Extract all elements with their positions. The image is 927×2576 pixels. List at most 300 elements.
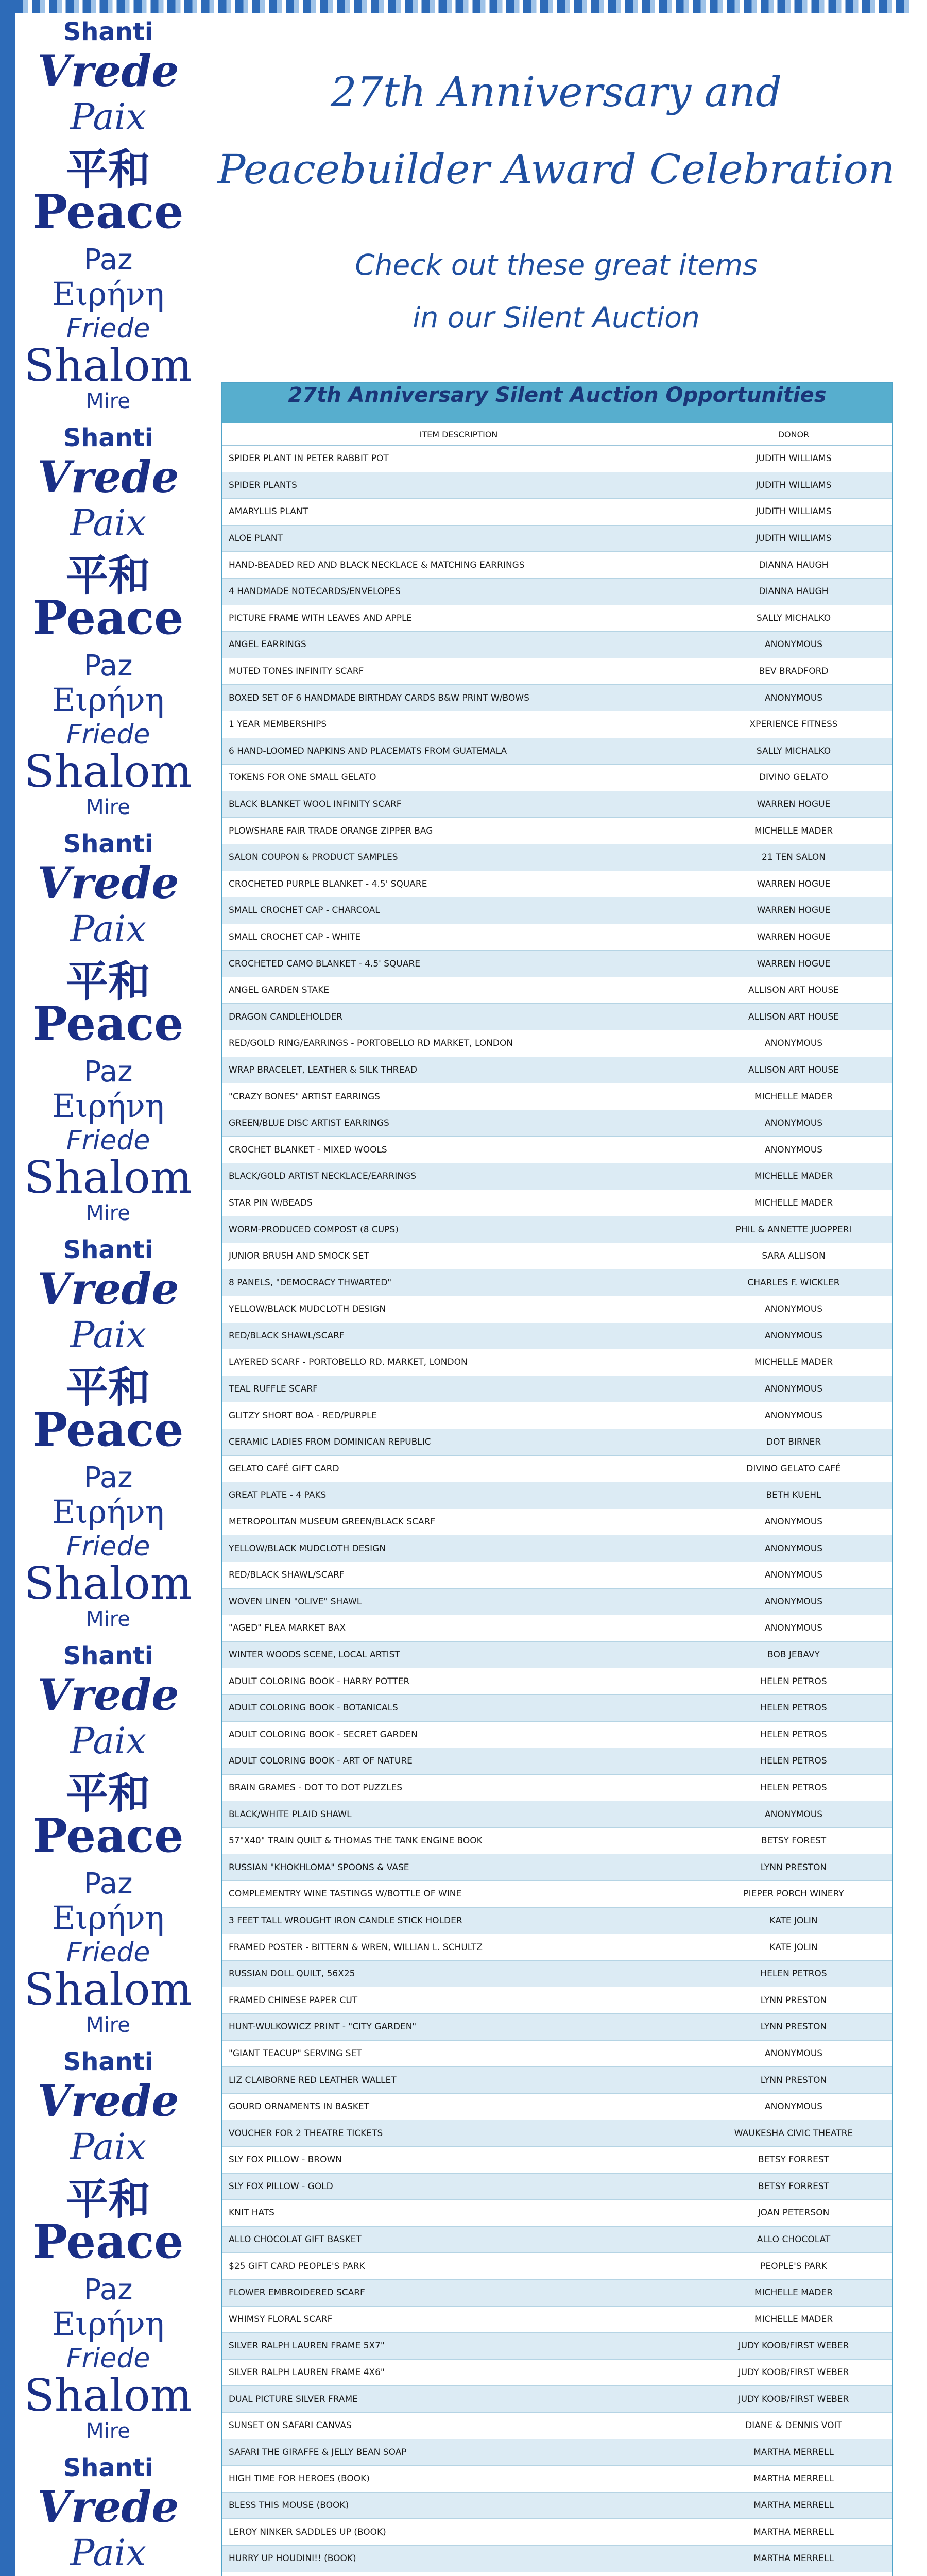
table-row — [222, 2067, 892, 2094]
donor-cell: MICHELLE MADER — [754, 1197, 833, 1208]
donor-cell: WARREN HOGUE — [757, 799, 831, 810]
item-description-cell: HUNT-WULKOWICZ PRINT - "CITY GARDEN" — [222, 2014, 695, 2040]
donor-cell: DIANNA HAUGH — [759, 586, 829, 597]
donor-cell: LYNN PRESTON — [760, 2075, 827, 2086]
donor-cell: WARREN HOGUE — [757, 878, 831, 889]
table-row — [222, 579, 892, 605]
table-row — [222, 1163, 892, 1190]
peace-word-heping: 平和 — [65, 551, 150, 600]
item-description-cell: 3 FEET TALL WROUGHT IRON CANDLE STICK HOLDER — [222, 1908, 695, 1934]
peace-word-heping: 平和 — [65, 1769, 150, 1818]
item-description-cell: KNIT HATS — [222, 2200, 695, 2226]
peace-word-friede: Friede — [66, 1531, 150, 1562]
item-description-cell: ADULT COLORING BOOK - SECRET GARDEN — [222, 1722, 695, 1748]
donor-cell: ANONYMOUS — [764, 1118, 823, 1129]
item-description-cell: ANGEL EARRINGS — [222, 632, 695, 658]
peace-word-shalom: Shalom — [24, 1152, 193, 1204]
donor-cell: HELEN PETROS — [760, 1676, 827, 1687]
table-row — [222, 1801, 892, 1828]
table-row — [222, 2120, 892, 2147]
table-row — [222, 1854, 892, 1881]
table-row — [222, 446, 892, 472]
item-description-cell: GLITZY SHORT BOA - RED/PURPLE — [222, 1402, 695, 1429]
table-row — [222, 1296, 892, 1323]
donor-cell: ANONYMOUS — [764, 1038, 823, 1049]
peace-word-peace: Peace — [32, 184, 184, 239]
peace-word-mire: Mire — [86, 1607, 130, 1631]
item-description-cell: BLACK/WHITE PLAID SHAWL — [222, 1801, 695, 1827]
donor-cell: ANONYMOUS — [764, 1596, 823, 1607]
item-description-cell: GELATO CAFÉ GIFT CARD — [222, 1456, 695, 1482]
donor-cell: WARREN HOGUE — [757, 931, 831, 942]
peace-word-shanti: Shanti — [63, 2047, 153, 2076]
item-description-cell: SMALL CROCHET CAP - CHARCOAL — [222, 897, 695, 924]
item-description-cell: GOURD ORNAMENTS IN BASKET — [222, 2094, 695, 2120]
donor-cell: HELEN PETROS — [760, 1703, 827, 1714]
peace-word-heping: 平和 — [65, 957, 150, 1006]
peace-word-mire: Mire — [86, 2013, 130, 2037]
item-description-cell: CERAMIC LADIES FROM DOMINICAN REPUBLIC — [222, 1429, 695, 1455]
table-row — [222, 1908, 892, 1935]
peace-word-eirene: Ειρήνη — [52, 275, 164, 313]
donor-cell: MARTHA MERRELL — [753, 2447, 834, 2458]
donor-cell: KATE JOLIN — [769, 1942, 818, 1953]
table-row — [222, 1615, 892, 1642]
donor-cell: MICHELLE MADER — [754, 2287, 833, 2298]
table-row — [222, 685, 892, 711]
table-row — [222, 2200, 892, 2227]
donor-cell: MICHELLE MADER — [754, 1171, 833, 1182]
item-description-cell: CROCHET BLANKET - MIXED WOOLS — [222, 1137, 695, 1163]
table-row — [222, 2174, 892, 2200]
table-row — [222, 2360, 892, 2386]
peace-word-block — [15, 825, 201, 1225]
table-row — [222, 1083, 892, 1110]
peace-word-heping: 平和 — [65, 145, 150, 194]
peace-word-shanti: Shanti — [63, 1641, 153, 1670]
peace-word-shanti: Shanti — [63, 829, 153, 858]
item-description-cell: WRAP BRACELET, LEATHER & SILK THREAD — [222, 1057, 695, 1083]
item-description-cell: "CRAZY BONES" ARTIST EARRINGS — [222, 1083, 695, 1110]
donor-cell: JUDITH WILLIAMS — [756, 480, 832, 490]
donor-cell: BETH KUEHL — [766, 1490, 821, 1501]
donor-cell: MARTHA MERRELL — [753, 2553, 834, 2564]
item-description-cell: ALOE PLANT — [222, 526, 695, 552]
table-row — [222, 2572, 892, 2576]
table-body — [222, 446, 892, 2576]
table-row — [222, 2041, 892, 2067]
item-description-cell: FRAMED CHINESE PAPER CUT — [222, 1987, 695, 2013]
peace-word-vrede: Vrede — [37, 45, 179, 96]
peace-word-paz: Paz — [83, 649, 133, 683]
donor-cell: JUDITH WILLIAMS — [756, 506, 832, 517]
item-description-cell: LIZ CLAIBORNE RED LEATHER WALLET — [222, 2067, 695, 2093]
item-description-cell: $25 GIFT CARD PEOPLE'S PARK — [222, 2253, 695, 2279]
item-description-cell: SUNSET ON SAFARI CANVAS — [222, 2413, 695, 2439]
item-description-cell: WINTER WOODS SCENE, LOCAL ARTIST — [222, 1642, 695, 1668]
item-description-cell: "GIANT TEACUP" SERVING SET — [222, 2041, 695, 2067]
item-description-cell: DUAL PICTURE SILVER FRAME — [222, 2386, 695, 2412]
item-description-cell: SPIDER PLANT IN PETER RABBIT POT — [222, 446, 695, 472]
donor-cell: XPERIENCE FITNESS — [749, 719, 838, 730]
item-description-cell: BLACK/GOLD ARTIST NECKLACE/EARRINGS — [222, 1163, 695, 1190]
table-row — [222, 1429, 892, 1456]
table-row — [222, 1030, 892, 1057]
donor-cell: JOAN PETERSON — [758, 2208, 830, 2218]
donor-cell: PIEPER PORCH WINERY — [743, 1889, 844, 1900]
table-row — [222, 2333, 892, 2360]
table-row — [222, 1642, 892, 1669]
table-row — [222, 1961, 892, 1988]
table-row — [222, 951, 892, 977]
donor-cell: BETSY FORREST — [758, 2155, 830, 2165]
peace-word-block — [15, 419, 201, 819]
item-description-cell: 8 PANELS, "DEMOCRACY THWARTED" — [222, 1269, 695, 1296]
item-description-cell: 6 HAND-LOOMED NAPKINS AND PLACEMATS FROM GUATEMALA — [222, 738, 695, 765]
donor-cell — [695, 2572, 892, 2576]
table-row — [222, 1482, 892, 1509]
peace-word-friede: Friede — [66, 1125, 150, 1156]
table-row — [222, 1668, 892, 1695]
table-row — [222, 897, 892, 924]
peace-word-paz: Paz — [83, 1461, 133, 1495]
peace-word-block — [15, 2043, 201, 2443]
donor-cell: MICHELLE MADER — [754, 1091, 833, 1102]
table-row — [222, 1349, 892, 1376]
donor-cell: ANONYMOUS — [764, 1144, 823, 1155]
table-row — [222, 552, 892, 579]
table-row — [222, 791, 892, 818]
peace-word-paix: Paix — [70, 2532, 146, 2574]
item-description-cell: LAYERED SCARF - PORTOBELLO RD. MARKET, LONDON — [222, 1349, 695, 1376]
donor-cell: HELEN PETROS — [760, 1782, 827, 1793]
donor-cell: DIANNA HAUGH — [759, 560, 829, 570]
item-description-cell: RED/BLACK SHAWL/SCARF — [222, 1323, 695, 1349]
item-description-cell: WORM-PRODUCED COMPOST (8 CUPS) — [222, 1216, 695, 1243]
peace-word-friede: Friede — [66, 1937, 150, 1968]
donor-cell: HELEN PETROS — [760, 1756, 827, 1767]
item-description-cell — [222, 2572, 695, 2576]
peace-word-eirene: Ειρήνη — [52, 2305, 164, 2343]
table-row — [222, 1456, 892, 1483]
item-description-cell: GREAT PLATE - 4 PAKS — [222, 1482, 695, 1509]
flyer — [15, 13, 912, 2576]
item-description-cell: HIGH TIME FOR HEROES (BOOK) — [222, 2466, 695, 2492]
donor-cell: LYNN PRESTON — [760, 2022, 827, 2032]
item-description-cell: BLACK BLANKET WOOL INFINITY SCARF — [222, 791, 695, 818]
donor-cell: WARREN HOGUE — [757, 905, 831, 916]
peace-word-mire: Mire — [86, 389, 130, 413]
donor-cell: ALLISON ART HOUSE — [748, 985, 839, 996]
table-row — [222, 1509, 892, 1536]
table-row — [222, 1004, 892, 1030]
table-row — [222, 1057, 892, 1084]
item-description-cell: SAFARI THE GIRAFFE & JELLY BEAN SOAP — [222, 2439, 695, 2466]
peace-word-heping — [15, 2572, 201, 2576]
peace-word-shanti: Shanti — [63, 423, 153, 452]
peace-word-shanti: Shanti — [63, 18, 153, 46]
donor-cell: MARTHA MERRELL — [753, 2527, 834, 2537]
table-row — [222, 977, 892, 1004]
item-description-cell: METROPOLITAN MUSEUM GREEN/BLACK SCARF — [222, 1509, 695, 1535]
table-row — [222, 2280, 892, 2307]
table-row — [222, 1323, 892, 1350]
peace-word-vrede: Vrede — [37, 2481, 179, 2532]
donor-cell: 21 TEN SALON — [762, 852, 826, 863]
title-line-2: Peacebuilder Award Celebration — [217, 145, 895, 193]
title-line-1: 27th Anniversary and — [330, 68, 782, 116]
donor-cell: JUDY KOOB/FIRST WEBER — [738, 2394, 849, 2404]
donor-cell: JUDITH WILLIAMS — [756, 533, 832, 544]
item-description-cell: FRAMED POSTER - BITTERN & WREN, WILLIAN L. SCHULTZ — [222, 1934, 695, 1960]
item-description-cell: SILVER RALPH LAUREN FRAME 5X7" — [222, 2333, 695, 2359]
donor-cell: MARTHA MERRELL — [753, 2473, 834, 2484]
donor-cell: SALLY MICHALKO — [756, 613, 831, 623]
column-header-donor: DONOR — [778, 429, 810, 439]
peace-word-friede: Friede — [66, 2343, 150, 2374]
donor-cell: ALLISON ART HOUSE — [748, 1011, 839, 1022]
donor-cell: JUDITH WILLIAMS — [756, 453, 832, 464]
peace-word-block — [15, 1637, 201, 2037]
peace-word-block — [15, 1231, 201, 1631]
item-description-cell: ALLO CHOCOLAT GIFT BASKET — [222, 2227, 695, 2253]
table-row — [222, 1934, 892, 1961]
table-row — [222, 526, 892, 552]
peace-word-peace: Peace — [32, 2214, 184, 2269]
donor-cell: ANONYMOUS — [764, 1410, 823, 1421]
table-row — [222, 2466, 892, 2493]
donor-cell: MICHELLE MADER — [754, 2314, 833, 2325]
donor-cell: MICHELLE MADER — [754, 1357, 833, 1368]
peace-word-friede: Friede — [66, 313, 150, 344]
peace-word-eirene: Ειρήνη — [52, 1087, 164, 1125]
peace-word-paz: Paz — [83, 1055, 133, 1089]
item-description-cell: 4 HANDMADE NOTECARDS/ENVELOPES — [222, 579, 695, 605]
table-row — [222, 2386, 892, 2413]
table-row — [222, 1828, 892, 1855]
item-description-cell: ADULT COLORING BOOK - HARRY POTTER — [222, 1668, 695, 1694]
table-row — [222, 844, 892, 871]
donor-cell: BETSY FOREST — [761, 1836, 827, 1846]
item-description-cell: COMPLEMENTRY WINE TASTINGS W/BOTTLE OF WINE — [222, 1881, 695, 1907]
peace-word-block — [15, 13, 201, 413]
peace-word-friede: Friede — [66, 719, 150, 750]
donor-cell: HELEN PETROS — [760, 1729, 827, 1740]
item-description-cell: TEAL RUFFLE SCARF — [222, 1376, 695, 1402]
peace-word-block — [15, 2449, 201, 2576]
donor-cell: ANONYMOUS — [764, 1384, 823, 1395]
table-row — [222, 711, 892, 738]
donor-cell: KATE JOLIN — [769, 1915, 818, 1926]
item-description-cell: SMALL CROCHET CAP - WHITE — [222, 924, 695, 951]
table-caption: 27th Anniversary Silent Auction Opportunities — [222, 383, 892, 423]
item-description-cell: TOKENS FOR ONE SMALL GELATO — [222, 765, 695, 791]
peace-word-peace: Peace — [32, 996, 184, 1051]
item-description-cell: "AGED" FLEA MARKET BAX — [222, 1615, 695, 1641]
table-row — [222, 1589, 892, 1616]
table-row — [222, 472, 892, 499]
item-description-cell: WOVEN LINEN "OLIVE" SHAWL — [222, 1589, 695, 1615]
table-row — [222, 2094, 892, 2121]
peace-word-heping: 平和 — [65, 1363, 150, 1412]
table-row — [222, 1402, 892, 1429]
donor-cell: HELEN PETROS — [760, 1969, 827, 1979]
table-row — [222, 2147, 892, 2174]
table-row — [222, 1376, 892, 1403]
peace-word-peace: Peace — [32, 1402, 184, 1457]
table-row — [222, 1775, 892, 1802]
donor-cell: SALLY MICHALKO — [756, 745, 831, 756]
item-description-cell: GREEN/BLUE DISC ARTIST EARRINGS — [222, 1110, 695, 1137]
item-description-cell: AMARYLLIS PLANT — [222, 499, 695, 525]
table-row — [222, 2519, 892, 2546]
peace-word-shalom: Shalom — [24, 2370, 193, 2421]
peace-word-paix: Paix — [70, 1720, 146, 1762]
item-description-cell: FLOWER EMBROIDERED SCARF — [222, 2280, 695, 2306]
peace-word-paix: Paix — [70, 1314, 146, 1356]
item-description-cell: RUSSIAN DOLL QUILT, 56X25 — [222, 1961, 695, 1987]
donor-cell: MARTHA MERRELL — [753, 2500, 834, 2511]
item-description-cell: BOXED SET OF 6 HANDMADE BIRTHDAY CARDS B&W PRINT W/BOWS — [222, 685, 695, 711]
item-description-cell: JUNIOR BRUSH AND SMOCK SET — [222, 1243, 695, 1269]
peace-word-mire: Mire — [86, 2419, 130, 2443]
table-row — [222, 2439, 892, 2466]
auction-table — [221, 382, 893, 2576]
table-row — [222, 2014, 892, 2041]
table-row — [222, 1562, 892, 1589]
item-description-cell: CROCHETED PURPLE BLANKET - 4.5' SQUARE — [222, 871, 695, 897]
donor-cell: DOT BIRNER — [766, 1437, 821, 1448]
table-row — [222, 818, 892, 844]
table-row — [222, 1695, 892, 1722]
table-row — [222, 1881, 892, 1908]
item-description-cell: YELLOW/BLACK MUDCLOTH DESIGN — [222, 1535, 695, 1562]
item-description-cell: RED/BLACK SHAWL/SCARF — [222, 1562, 695, 1588]
table-row — [222, 1243, 892, 1270]
item-description-cell: ANGEL GARDEN STAKE — [222, 977, 695, 1004]
item-description-cell: 1 YEAR MEMBERSHIPS — [222, 711, 695, 738]
peace-word-mire: Mire — [86, 795, 130, 819]
peace-word-eirene: Ειρήνη — [52, 1899, 164, 1937]
peace-word-paix: Paix — [70, 96, 146, 138]
peace-word-paz: Paz — [83, 1867, 133, 1901]
table-row — [222, 658, 892, 685]
table-row — [222, 605, 892, 632]
peace-word-eirene: Ειρήνη — [52, 681, 164, 719]
donor-cell: JUDY KOOB/FIRST WEBER — [738, 2367, 849, 2378]
peace-word-shalom: Shalom — [24, 746, 193, 798]
peace-words-column — [15, 13, 201, 2576]
peace-word-shalom: Shalom — [24, 1964, 193, 2015]
donor-cell: SARA ALLISON — [762, 1251, 826, 1262]
table-row — [222, 2253, 892, 2280]
subtitle-line-1: Check out these great items — [355, 248, 758, 281]
donor-cell: JUDY KOOB/FIRST WEBER — [738, 2341, 849, 2351]
peace-word-shalom: Shalom — [24, 1558, 193, 1609]
peace-word-paix: Paix — [70, 502, 146, 544]
table-row — [222, 2546, 892, 2572]
item-description-cell: BLESS THIS MOUSE (BOOK) — [222, 2493, 695, 2519]
peace-word-paix: Paix — [70, 908, 146, 950]
donor-cell: ANONYMOUS — [764, 1543, 823, 1554]
peace-word-heping: 平和 — [65, 2175, 150, 2224]
peace-word-paz: Paz — [83, 2273, 133, 2307]
table-row — [222, 2413, 892, 2439]
peace-word-vrede: Vrede — [37, 1669, 179, 1720]
item-description-cell: CROCHETED CAMO BLANKET - 4.5' SQUARE — [222, 951, 695, 977]
donor-cell: ANONYMOUS — [764, 1623, 823, 1634]
table-row — [222, 1748, 892, 1775]
donor-cell: ANONYMOUS — [764, 692, 823, 703]
table-row — [222, 1722, 892, 1749]
item-description-cell: SPIDER PLANTS — [222, 472, 695, 499]
donor-cell: BETSY FORREST — [758, 2181, 830, 2192]
item-description-cell: SLY FOX PILLOW - GOLD — [222, 2174, 695, 2200]
table-row — [222, 1216, 892, 1243]
item-description-cell: SLY FOX PILLOW - BROWN — [222, 2147, 695, 2173]
peace-word-eirene: Ειρήνη — [52, 1493, 164, 1531]
table-row — [222, 2493, 892, 2519]
item-description-cell: PLOWSHARE FAIR TRADE ORANGE ZIPPER BAG — [222, 818, 695, 844]
donor-cell: MICHELLE MADER — [754, 825, 833, 836]
item-description-cell: LEROY NINKER SADDLES UP (BOOK) — [222, 2519, 695, 2545]
item-description-cell: RED/GOLD RING/EARRINGS - PORTOBELLO RD MARKET, LONDON — [222, 1030, 695, 1057]
donor-cell: LYNN PRESTON — [760, 1862, 827, 1873]
item-description-cell: DRAGON CANDLEHOLDER — [222, 1004, 695, 1030]
table-row — [222, 1535, 892, 1562]
donor-cell: DIVINO GELATO CAFÉ — [746, 1463, 841, 1474]
table-header — [222, 423, 892, 446]
donor-cell: LYNN PRESTON — [760, 1995, 827, 2006]
item-description-cell: HAND-BEADED RED AND BLACK NECKLACE & MATCHING EARRINGS — [222, 552, 695, 578]
table-row — [222, 632, 892, 658]
donor-cell: ALLISON ART HOUSE — [748, 1064, 839, 1075]
donor-cell: ANONYMOUS — [764, 1517, 823, 1528]
item-description-cell: STAR PIN W/BEADS — [222, 1190, 695, 1216]
column-header-item: ITEM DESCRIPTION — [222, 423, 695, 445]
item-description-cell: VOUCHER FOR 2 THEATRE TICKETS — [222, 2120, 695, 2146]
donor-cell: ANONYMOUS — [764, 2102, 823, 2112]
table-row — [222, 1987, 892, 2014]
item-description-cell: RUSSIAN "KHOKHLOMA" SPOONS & VASE — [222, 1854, 695, 1880]
peace-word-shanti: Shanti — [63, 2453, 153, 2482]
table-row — [222, 738, 892, 765]
table-row — [222, 499, 892, 526]
peace-word-mire: Mire — [86, 1201, 130, 1225]
peace-word-peace: Peace — [32, 590, 184, 645]
item-description-cell: ADULT COLORING BOOK - ART OF NATURE — [222, 1748, 695, 1774]
donor-cell: ANONYMOUS — [764, 2048, 823, 2059]
table-row — [222, 1137, 892, 1163]
donor-cell: ANONYMOUS — [764, 1570, 823, 1581]
peace-word-shanti: Shanti — [63, 1235, 153, 1264]
donor-cell: PEOPLE'S PARK — [760, 2261, 827, 2272]
donor-cell: WAUKESHA CIVIC THEATRE — [734, 2128, 853, 2139]
donor-cell: BEV BRADFORD — [759, 666, 829, 677]
donor-cell: ALLO CHOCOLAT — [757, 2234, 831, 2245]
donor-cell: DIANE & DENNIS VOIT — [745, 2420, 842, 2431]
table-row — [222, 2227, 892, 2253]
donor-cell: BOB JEBAVY — [767, 1650, 820, 1660]
item-description-cell: SILVER RALPH LAUREN FRAME 4X6" — [222, 2360, 695, 2386]
subtitle-line-2: in our Silent Auction — [413, 301, 700, 334]
donor-cell: ANONYMOUS — [764, 1809, 823, 1820]
item-description-cell: MUTED TONES INFINITY SCARF — [222, 658, 695, 685]
item-description-cell: BRAIN GRAMES - DOT TO DOT PUZZLES — [222, 1775, 695, 1801]
table-row — [222, 871, 892, 898]
donor-cell: ANONYMOUS — [764, 1304, 823, 1315]
table-row — [222, 1190, 892, 1217]
